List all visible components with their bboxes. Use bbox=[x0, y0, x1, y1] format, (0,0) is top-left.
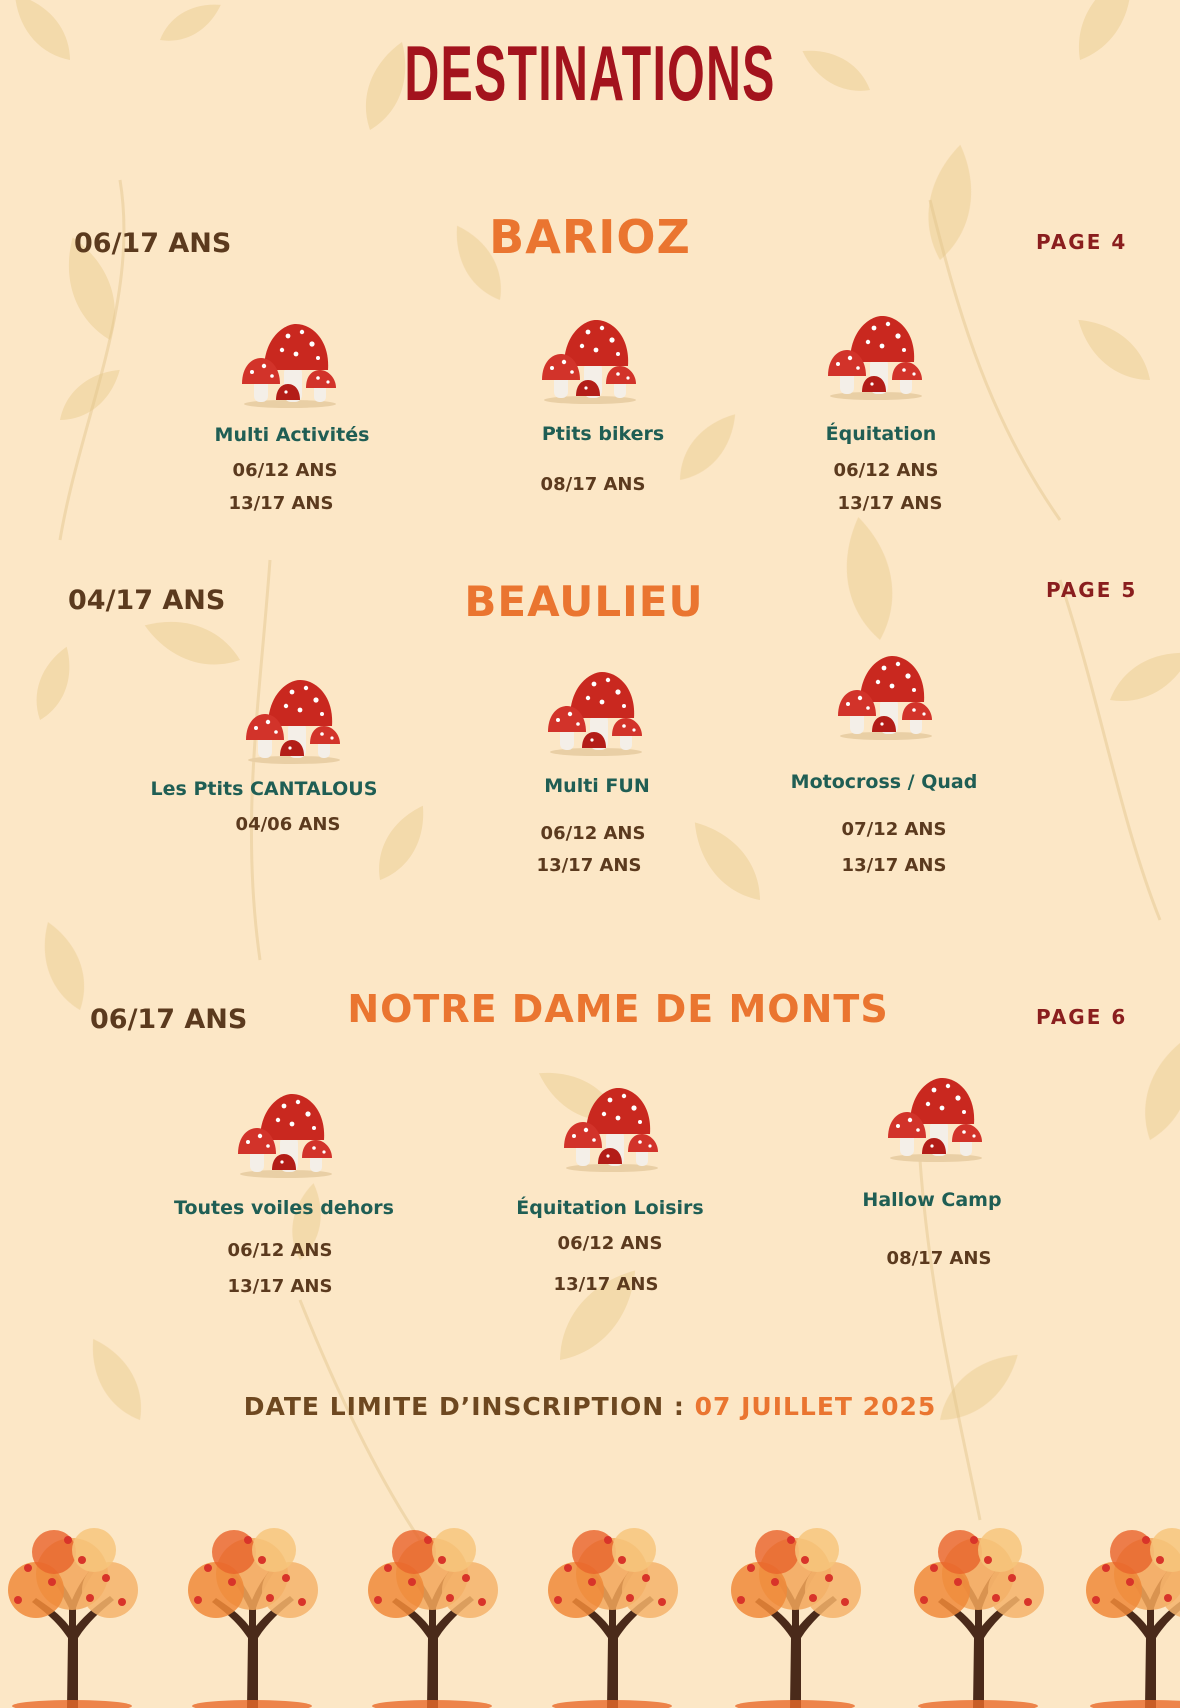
mushroom-icon bbox=[884, 1070, 988, 1162]
mushroom-icon bbox=[544, 664, 648, 756]
activity-age: 13/17 ANS bbox=[228, 493, 334, 514]
section-title: NOTRE DAME DE MONTS bbox=[347, 987, 889, 1031]
activity-age: 13/17 ANS bbox=[553, 1274, 659, 1295]
activity-age: 06/12 ANS bbox=[232, 460, 338, 481]
mushroom-icon bbox=[242, 672, 346, 764]
deadline-separator: : bbox=[664, 1392, 695, 1421]
activity-name: Motocross / Quad bbox=[790, 771, 978, 793]
mushroom-icon bbox=[234, 1086, 338, 1178]
activity-age: 13/17 ANS bbox=[841, 855, 947, 876]
mushroom-icon bbox=[560, 1080, 664, 1172]
deadline-date: 07 JUILLET 2025 bbox=[694, 1392, 937, 1421]
activity-age: 04/06 ANS bbox=[235, 814, 341, 835]
activity-age: 13/17 ANS bbox=[227, 1276, 333, 1297]
registration-deadline bbox=[0, 1392, 1180, 1421]
activity-name: Ptits bikers bbox=[541, 423, 665, 445]
page-title: DESTINATIONS bbox=[404, 29, 776, 117]
mushroom-icon bbox=[538, 312, 642, 404]
mushroom-icon bbox=[834, 648, 938, 740]
activity-age: 13/17 ANS bbox=[837, 493, 943, 514]
section-title: BARIOZ bbox=[489, 210, 691, 264]
section-age-range: 04/17 ANS bbox=[68, 585, 226, 616]
activity-name: Équitation bbox=[825, 423, 937, 445]
mushroom-icon bbox=[824, 308, 928, 400]
activity-name: Multi Activités bbox=[214, 424, 370, 446]
activity-age: 13/17 ANS bbox=[536, 855, 642, 876]
activity-age: 06/12 ANS bbox=[557, 1233, 663, 1254]
activity-age: 06/12 ANS bbox=[227, 1240, 333, 1261]
activity-age: 06/12 ANS bbox=[833, 460, 939, 481]
activity-name: Multi FUN bbox=[544, 775, 650, 797]
activity-age: 08/17 ANS bbox=[540, 474, 646, 495]
autumn-trees-decoration bbox=[0, 1528, 1180, 1708]
activity-name: Les Ptits CANTALOUS bbox=[150, 778, 378, 800]
mushroom-icon bbox=[238, 316, 342, 408]
section-title: BEAULIEU bbox=[464, 577, 704, 626]
activity-age: 06/12 ANS bbox=[540, 823, 646, 844]
section-page-label: PAGE 5 bbox=[1046, 578, 1138, 602]
deadline-label: DATE LIMITE D’INSCRIPTION bbox=[243, 1392, 665, 1421]
section-age-range: 06/17 ANS bbox=[90, 1004, 248, 1035]
activity-age: 07/12 ANS bbox=[841, 819, 947, 840]
section-age-range: 06/17 ANS bbox=[74, 228, 232, 259]
activity-name: Équitation Loisirs bbox=[516, 1197, 704, 1219]
section-page-label: PAGE 4 bbox=[1036, 230, 1128, 254]
activity-age: 08/17 ANS bbox=[886, 1248, 992, 1269]
activity-name: Hallow Camp bbox=[862, 1189, 1002, 1211]
section-page-label: PAGE 6 bbox=[1036, 1005, 1128, 1029]
activity-name: Toutes voiles dehors bbox=[174, 1197, 394, 1219]
